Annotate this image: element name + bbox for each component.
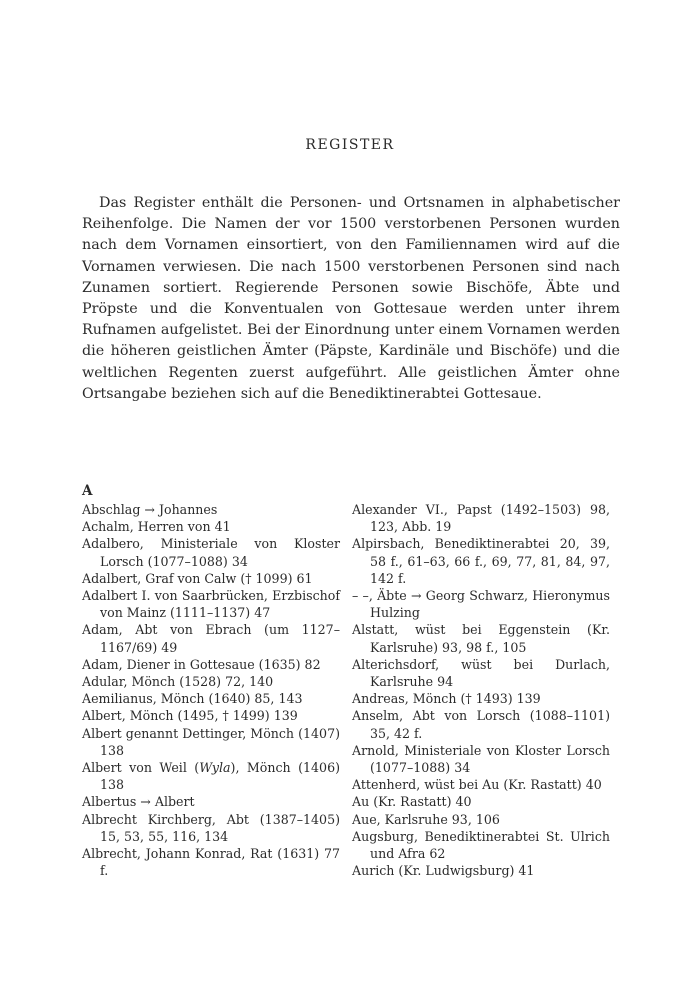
index-entry: – –, Äbte → Georg Schwarz, Hieronymus Hulzing <box>352 588 610 621</box>
index-entry: Albert von Weil (Wyla), Mönch (1406) 138 <box>82 760 340 793</box>
index-entry: Anselm, Abt von Lorsch (1088–1101) 35, 42 f. <box>352 708 610 741</box>
index-column-left <box>82 501 340 879</box>
page-title: REGISTER <box>305 137 395 153</box>
intro-paragraph: Das Register enthält die Personen- und Ortsnamen in alphabetischer Reihenfolge. Die Namen der vor 1500 verstorbenen Personen wurden nach dem Vornamen einsortiert, von den Familiennamen wird auf die Vornamen verwiesen. Die nach 1500 verstorbenen Personen sind nach Zunamen sortiert. Regierende Personen sowie Bischöfe, Äbte und Pröpste und die Konventualen von Gottesaue werden unter ihrem Rufnamen aufgelistet. Bei der Einordnung unter einem Vornamen werden die höheren geistlichen Ämter (Päpste, Kardinäle und Bischöfe) und die weltlichen Regenten zuerst aufgeführt. Alle geistlichen Ämter ohne Ortsangabe beziehen sich auf die Benediktinerabtei Gottesaue. <box>82 195 620 402</box>
section-letter: A <box>82 483 93 499</box>
index-entry: Adam, Abt von Ebrach (um 1127–1167/69) 49 <box>82 622 340 655</box>
index-entry: Adalbert, Graf von Calw († 1099) 61 <box>82 570 313 586</box>
index-entry: Aurich (Kr. Ludwigsburg) 41 <box>352 863 535 879</box>
index-entry: Albert genannt Dettinger, Mönch (1407) 138 <box>82 725 340 758</box>
index-entry: Adalbero, Ministeriale von Kloster Lorsch (1077–1088) 34 <box>82 536 340 569</box>
index-entry: Alterichsdorf, wüst bei Durlach, Karlsruhe 94 <box>352 656 610 690</box>
index-entry: Aemilianus, Mönch (1640) 85, 143 <box>82 691 303 707</box>
index-entry: Adam, Diener in Gottesaue (1635) 82 <box>82 656 321 672</box>
index-column-right <box>352 501 610 879</box>
index-entry: Andreas, Mönch († 1493) 139 <box>352 691 541 707</box>
index-entry: Attenherd, wüst bei Au (Kr. Rastatt) 40 <box>352 777 602 793</box>
index-entry: Au (Kr. Rastatt) 40 <box>352 794 472 810</box>
index-entry: Abschlag → Johannes <box>82 502 218 517</box>
index-entry: Arnold, Ministeriale von Kloster Lorsch (1077–1088) 34 <box>352 742 610 776</box>
index-entry: Augsburg, Benediktinerabtei St. Ulrich und Afra 62 <box>352 828 610 862</box>
index-entry: Albrecht Kirchberg, Abt (1387–1405) 15, 53, 55, 116, 134 <box>82 811 340 844</box>
index-entry: Albrecht, Johann Konrad, Rat (1631) 77 f. <box>82 846 340 879</box>
index-entry: Aue, Karlsruhe 93, 106 <box>352 811 500 827</box>
index-entry: Albertus → Albert <box>82 794 195 810</box>
index-entry: Adalbert I. von Saarbrücken, Erzbischof von Mainz (1111–1137) 47 <box>82 588 340 621</box>
index-entry: Achalm, Herren von 41 <box>82 519 231 535</box>
index-entry: Adular, Mönch (1528) 72, 140 <box>82 674 274 690</box>
index-entry: Alstatt, wüst bei Eggenstein (Kr. Karlsruhe) 93, 98 f., 105 <box>352 622 610 655</box>
index-entry: Albert, Mönch (1495, † 1499) 139 <box>82 708 298 724</box>
index-entry: Alpirsbach, Benediktinerabtei 20, 39, 58 f., 61–63, 66 f., 69, 77, 81, 84, 97, 142 f. <box>352 536 610 586</box>
index-entry: Alexander VI., Papst (1492–1503) 98, 123, Abb. 19 <box>352 502 610 535</box>
